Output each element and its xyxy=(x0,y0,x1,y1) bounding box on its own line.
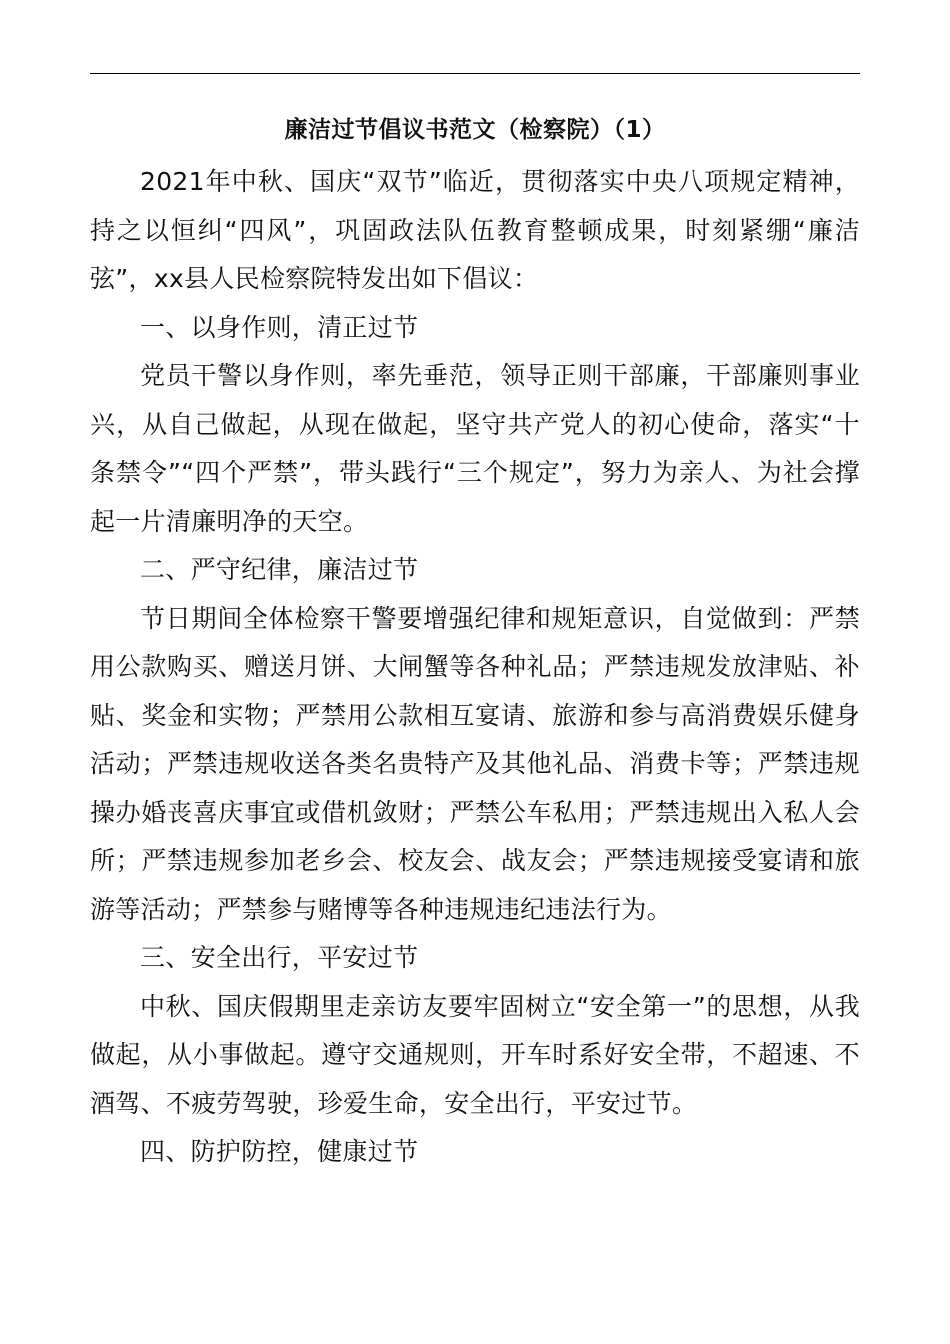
section-heading-1: 一、以身作则，清正过节 xyxy=(140,312,419,342)
section-body-2: 节日期间全体检察干警要增强纪律和规矩意识，自觉做到：严禁用公款购买、赠送月饼、大闸蟹等各种礼品；严禁违规发放津贴、补贴、奖金和实物；严禁用公款相互宴请、旅游和参与高消费娱乐健身活动；严禁违规收送各类名贵特产及其他礼品、消费卡等；严禁违规操办婚丧喜庆事宜或借机敛财；严禁公车私用；严禁违规出入私人会所；严禁违规参加老乡会、校友会、战友会；严禁违规接受宴请和旅游等活动；严禁参与赌博等各种违规违纪违法行为。 xyxy=(90,603,860,924)
document-body xyxy=(90,110,860,1177)
section-heading-4: 四、防护防控，健康过节 xyxy=(140,1137,419,1166)
section-heading-3: 三、安全出行，平安过节 xyxy=(140,943,419,972)
section-heading-2: 二、严守纪律，廉洁过节 xyxy=(140,555,419,584)
intro-paragraph: 2021年中秋、国庆“双节”临近，贯彻落实中央八项规定精神，持之以恒纠“四风”，巩固政法队伍教育整顿成果，时刻紧绷“廉洁弦”，xx县人民检察院特发出如下倡议： xyxy=(90,167,860,293)
document-title: 廉洁过节倡议书范文（检察院）（1） xyxy=(284,117,666,143)
header-rule xyxy=(90,73,860,74)
section-body-1: 党员干警以身作则，率先垂范，领导正则干部廉，干部廉则事业兴，从自己做起，从现在做起，坚守共产党人的初心使命，落实“十条禁令”“四个严禁”，带头践行“三个规定”，努力为亲人、为社会撑起一片清廉明净的天空。 xyxy=(90,361,860,536)
section-body-3: 中秋、国庆假期里走亲访友要牢固树立“安全第一”的思想，从我做起，从小事做起。遵守交通规则，开车时系好安全带，不超速、不酒驾、不疲劳驾驶，珍爱生命，安全出行，平安过节。 xyxy=(90,991,860,1118)
